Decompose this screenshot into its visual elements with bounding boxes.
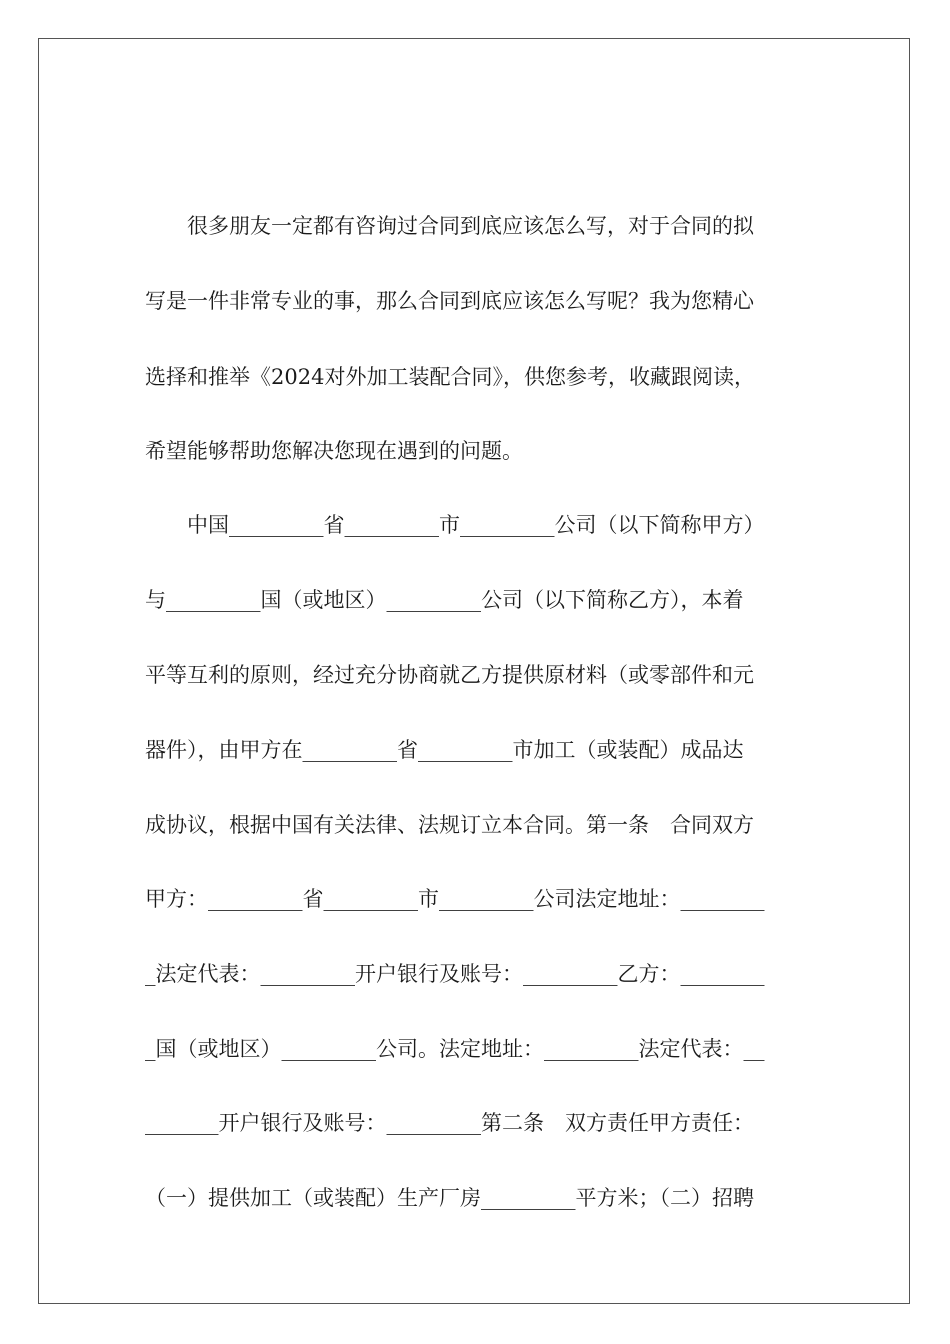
text-line-14: （一）提供加工（或装配）生产厂房_________平方米；（二）招聘 [145,1186,754,1210]
text-line-6: 与_________国（或地区）_________公司（以下简称乙方），本着 [145,588,744,612]
text-line-3: 选择和推举《2024对外加工装配合同》，供您参考，收藏跟阅读， [145,365,755,389]
text-line-11: _法定代表：_________开户银行及账号：_________乙方：________ [145,962,765,986]
text-line-13: _______开户银行及账号：_________第二条 双方责任甲方责任： [145,1111,754,1135]
text-line-12: _国（或地区）_________公司。法定地址：_________法定代表：__ [145,1037,765,1061]
text-line-1: 很多朋友一定都有咨询过合同到底应该怎么写，对于合同的拟 [145,214,754,238]
text-line-7: 平等互利的原则，经过充分协商就乙方提供原材料（或零部件和元 [145,663,754,687]
text-line-5: 中国_________省_________市_________公司（以下简称甲方） [145,513,765,537]
text-line-9: 成协议，根据中国有关法律、法规订立本合同。第一条 合同双方 [145,813,754,837]
text-line-10: 甲方：_________省_________市_________公司法定地址：________ [145,887,765,911]
text-line-2: 写是一件非常专业的事，那么合同到底应该怎么写呢？我为您精心 [145,289,754,313]
text-line-8: 器件），由甲方在_________省_________市加工（或装配）成品达 [145,738,744,762]
text-line-4: 希望能够帮助您解决您现在遇到的问题。 [145,439,523,463]
